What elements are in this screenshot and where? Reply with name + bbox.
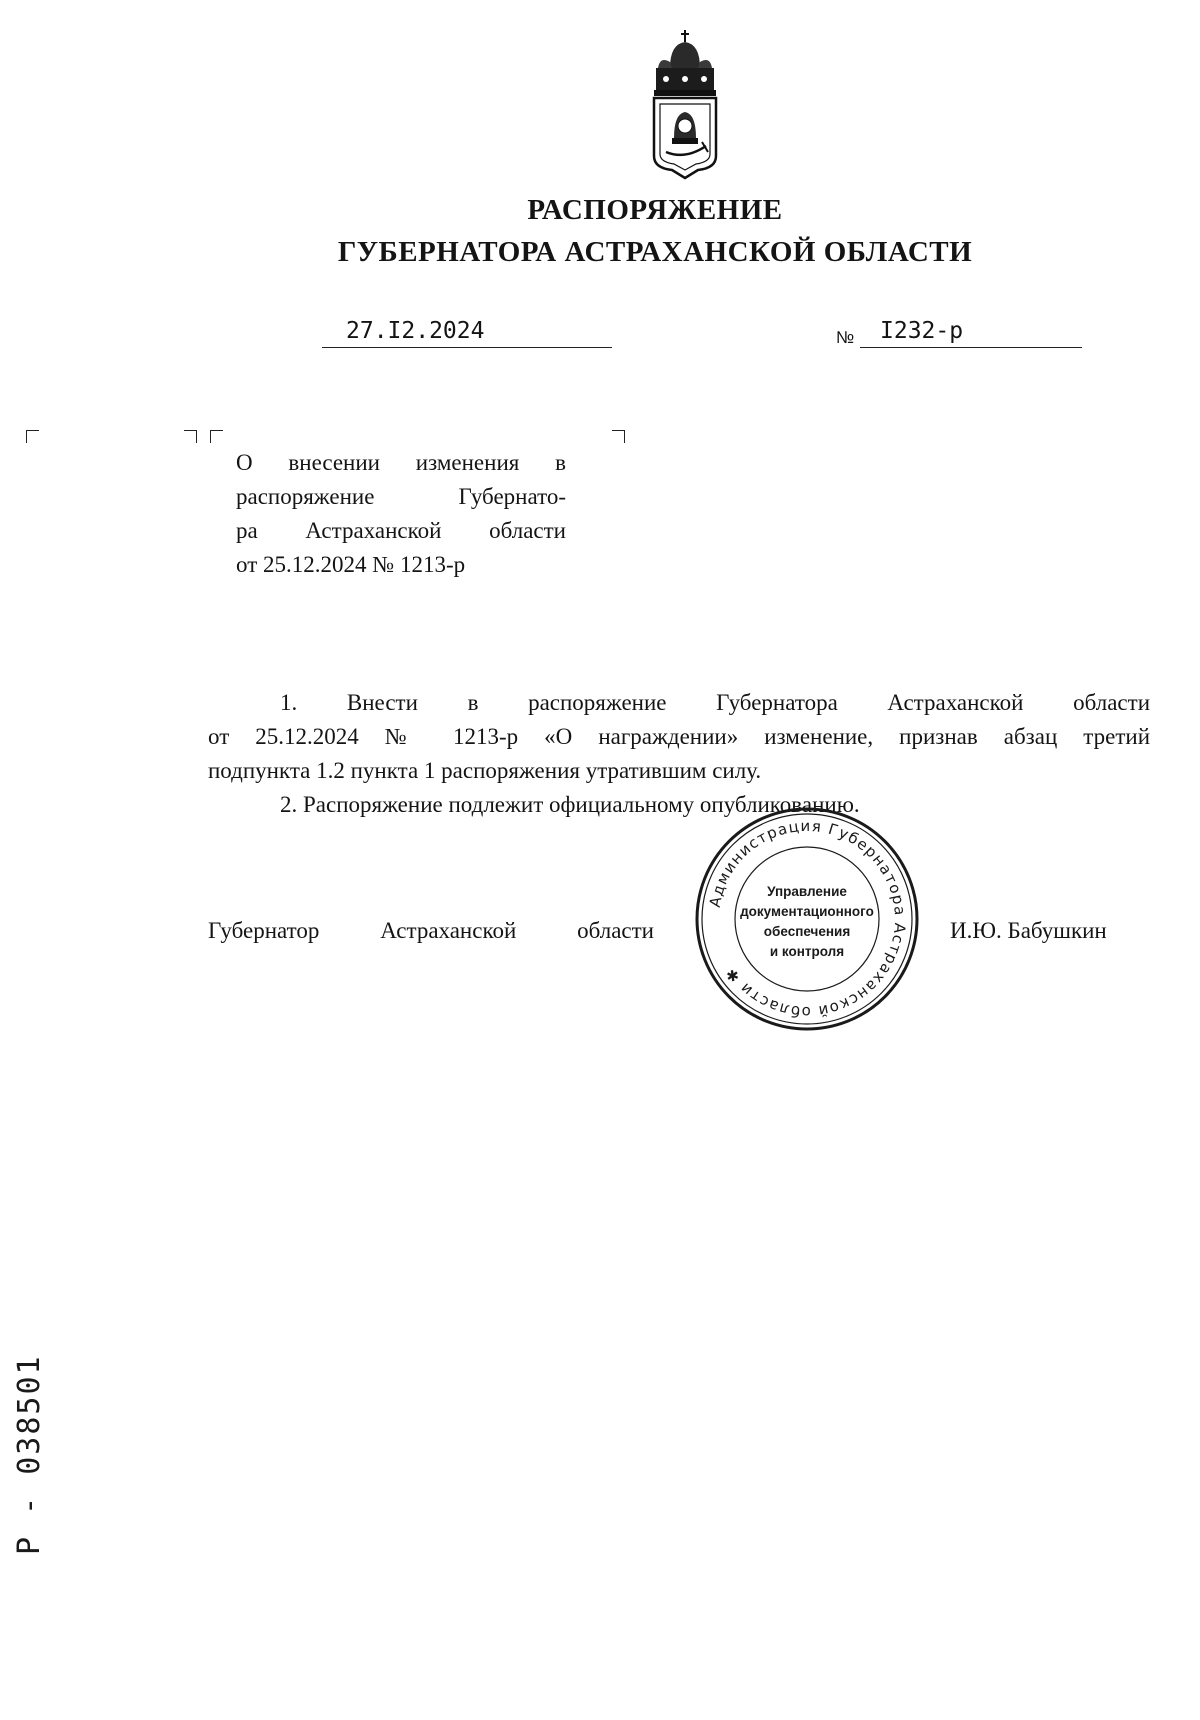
document-number: I232-р bbox=[880, 318, 964, 344]
document-type-title: РАСПОРЯЖЕНИЕ bbox=[527, 194, 783, 226]
coat-of-arms-emblem bbox=[646, 28, 724, 180]
stamp-inner-line: документационного bbox=[740, 904, 874, 919]
number-sign: № bbox=[836, 328, 855, 347]
number-underline bbox=[860, 347, 1082, 348]
official-seal-stamp bbox=[694, 806, 920, 1032]
issuer-title: ГУБЕРНАТОРА АСТРАХАНСКОЙ ОБЛАСТИ bbox=[337, 236, 973, 268]
signatory-name: И.Ю. Бабушкин bbox=[950, 918, 1107, 943]
subject-line: распоряжение Губернато- bbox=[236, 484, 566, 509]
subject-line: от 25.12.2024 № 1213-р bbox=[236, 552, 466, 577]
body-line: 1. Внести в распоряжение Губернатора Астраханской области bbox=[280, 690, 1150, 715]
subject-line: О внесении изменения в bbox=[236, 450, 566, 475]
body-line: от 25.12.2024 № 1213-р «О награждении» изменение, признав абзац третий bbox=[208, 724, 1150, 749]
form-serial-number: Р - 038501 bbox=[12, 1354, 47, 1555]
document-body bbox=[208, 686, 1150, 822]
document-subject bbox=[236, 446, 566, 582]
subject-corner-mark bbox=[210, 430, 223, 443]
body-line: подпункта 1.2 пункта 1 распоряжения утратившим силу. bbox=[208, 758, 762, 783]
margin-corner-mark bbox=[184, 430, 197, 443]
stamp-outer-text: Администрация Губернатора Астраханской области ✱ bbox=[705, 816, 910, 1022]
signatory-position: Губернатор Астраханской области bbox=[208, 918, 654, 943]
date-underline bbox=[322, 347, 612, 348]
stamp-inner-line: и контроля bbox=[769, 944, 845, 959]
stamp-inner-line: обеспечения bbox=[763, 924, 851, 939]
subject-line: ра Астраханской области bbox=[236, 518, 566, 543]
body-line: 2. Распоряжение подлежит официальному опубликованию. bbox=[280, 792, 860, 817]
subject-corner-mark bbox=[612, 430, 625, 443]
document-date: 27.I2.2024 bbox=[346, 318, 485, 344]
stamp-inner-line: Управление bbox=[767, 884, 847, 899]
margin-corner-mark bbox=[26, 430, 39, 443]
